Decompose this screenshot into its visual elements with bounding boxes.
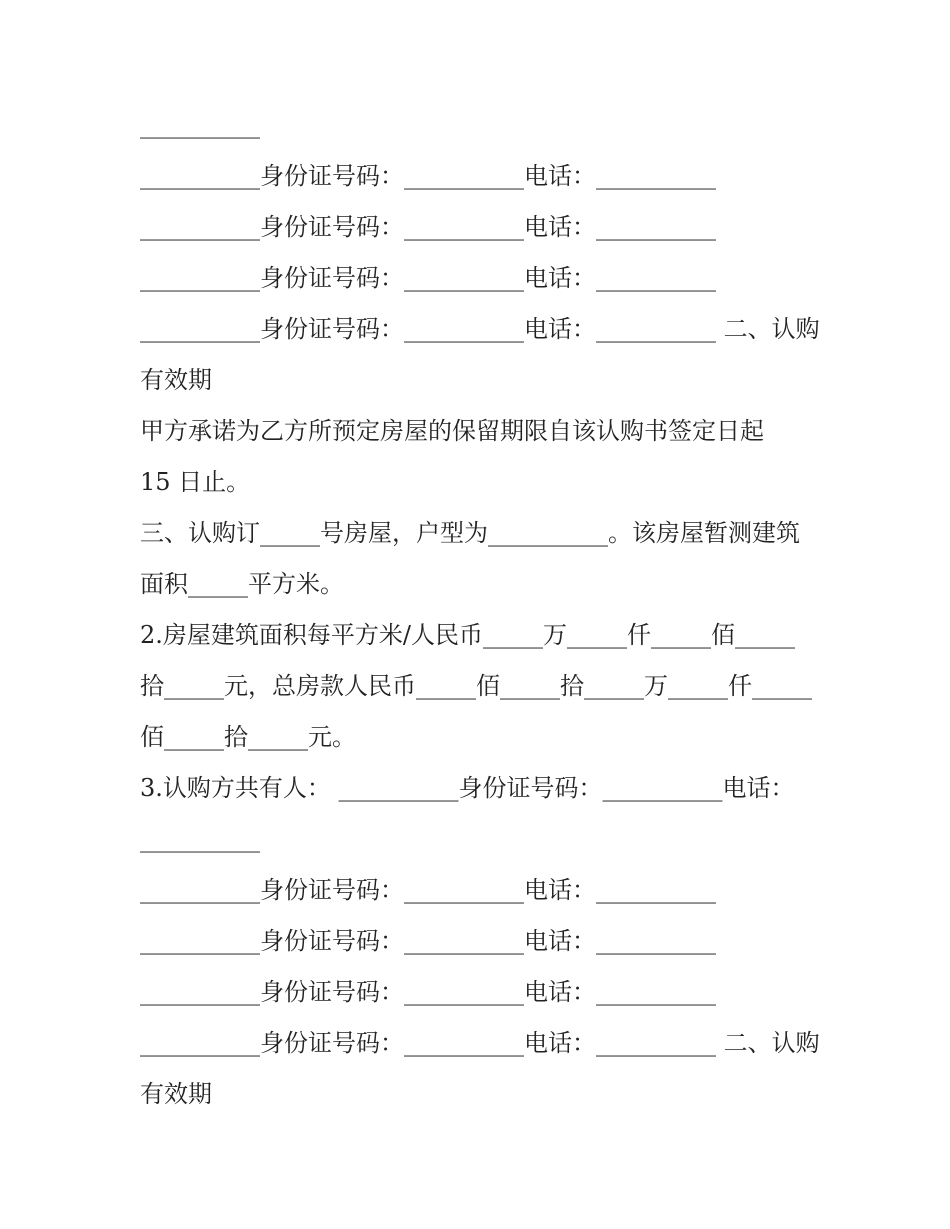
text-line: __________ [140,111,260,139]
text-line: __________身份证号码：__________电话：__________ [140,162,716,190]
text-line: 3.认购方共有人： __________身份证号码：__________电话： [140,774,795,802]
text-line: __________身份证号码：__________电话：__________ [140,264,716,292]
text-line: 三、认购订_____号房屋，户型为__________。该房屋暂测建筑 [140,519,800,547]
document-body [140,100,820,1120]
text-line: 2.房屋建筑面积每平方米/人民币_____万_____仟_____佰_____ [140,621,795,649]
text-line: __________身份证号码：__________电话：__________ [140,927,716,955]
text-line: __________身份证号码：__________电话：__________ [140,876,716,904]
text-line: 15 日止。 [140,468,251,496]
text-line: 甲方承诺为乙方所预定房屋的保留期限自该认购书签定日起 [140,417,764,445]
text-line: __________身份证号码：__________电话：__________ [140,978,716,1006]
text-line: 拾_____元，总房款人民币_____佰_____拾_____万_____仟_____ [140,672,812,700]
text-line: __________身份证号码：__________电话：__________ 二、认购 [140,315,820,343]
text-line: __________ [140,825,260,853]
text-line: 佰_____拾_____元。 [140,723,356,751]
text-line: 面积_____平方米。 [140,570,344,598]
text-line: __________身份证号码：__________电话：__________ 二、认购 [140,1029,820,1057]
text-line: __________身份证号码：__________电话：__________ [140,213,716,241]
text-line: 有效期 [140,1080,212,1108]
text-line: 有效期 [140,366,212,394]
